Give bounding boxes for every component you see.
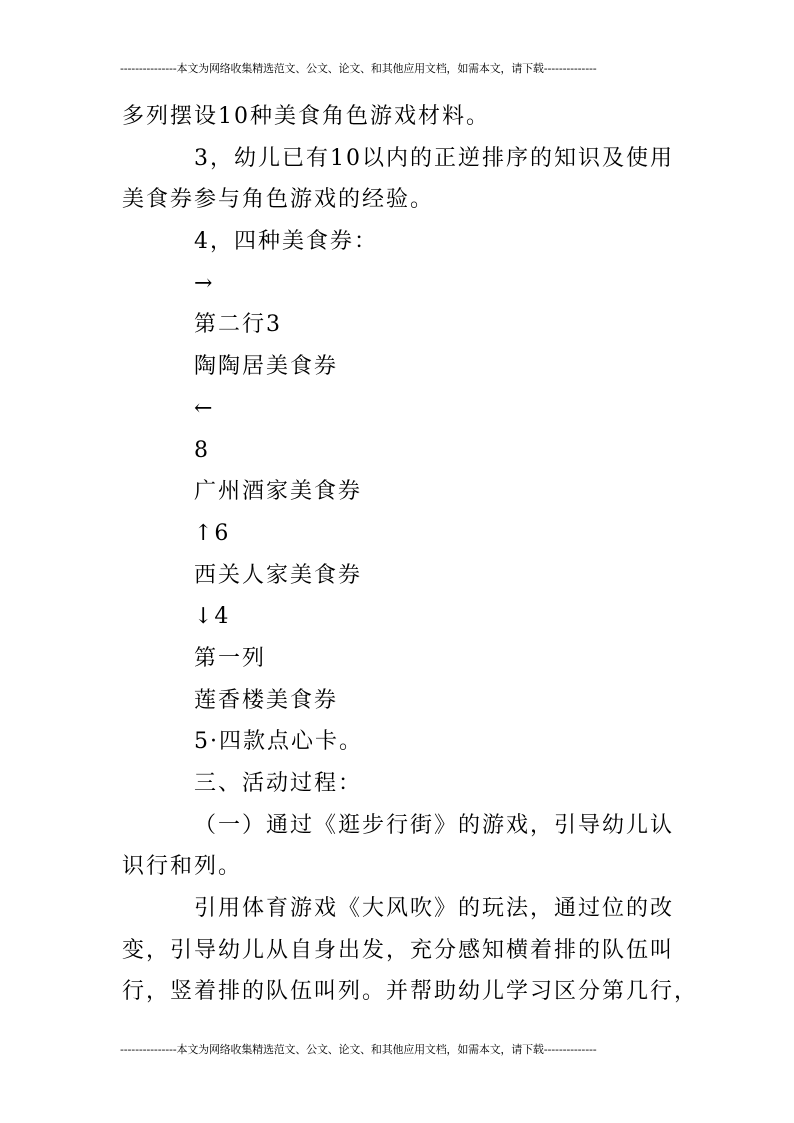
body-line: 第二行3: [194, 312, 282, 338]
page-header: ---------------本文为网络收集精选范文、公文、论文、和其他应用文档，如需本文，请下载--------------: [120, 62, 597, 75]
body-line: 5·四款点心卡。: [194, 729, 363, 755]
body-line: 广州酒家美食券: [194, 479, 363, 505]
body-line: 美食券参与角色游戏的经验。: [122, 187, 435, 213]
body-line: 陶陶居美食券: [194, 354, 339, 380]
arrow-left-line: ←: [194, 395, 215, 421]
body-line: 行，竖着排的队伍叫列。并帮助幼儿学习区分第几行，: [122, 979, 699, 1005]
section-heading: 三、活动过程：: [194, 771, 363, 796]
body-line: 莲香楼美食券: [194, 687, 339, 713]
body-line: 3，幼儿已有10以内的正逆排序的知识及使用: [194, 145, 674, 171]
document-body: [122, 96, 699, 1013]
page-footer: ---------------本文为网络收集精选范文、公文、论文、和其他应用文档，如需本文，请下载--------------: [120, 1043, 597, 1056]
body-line: 西关人家美食券: [194, 562, 363, 588]
body-line: （一）通过《逛步行街》的游戏，引导幼儿认: [194, 812, 675, 838]
body-line: 4，四种美食券：: [194, 229, 378, 255]
arrow-right-line: →: [194, 270, 215, 296]
body-line: 变，引导幼儿从自身出发，充分感知横着排的队伍叫: [122, 937, 675, 963]
body-line: 识行和列。: [122, 854, 243, 880]
body-line: 引用体育游戏《大风吹》的玩法，通过位的改: [194, 896, 675, 922]
arrow-down-line: ↓4: [194, 604, 231, 630]
arrow-up-line: ↑6: [194, 520, 231, 546]
body-line: 第一列: [194, 645, 267, 671]
body-line: 多列摆设10种美食角色游戏材料。: [122, 104, 490, 129]
body-line: 8: [194, 437, 210, 463]
